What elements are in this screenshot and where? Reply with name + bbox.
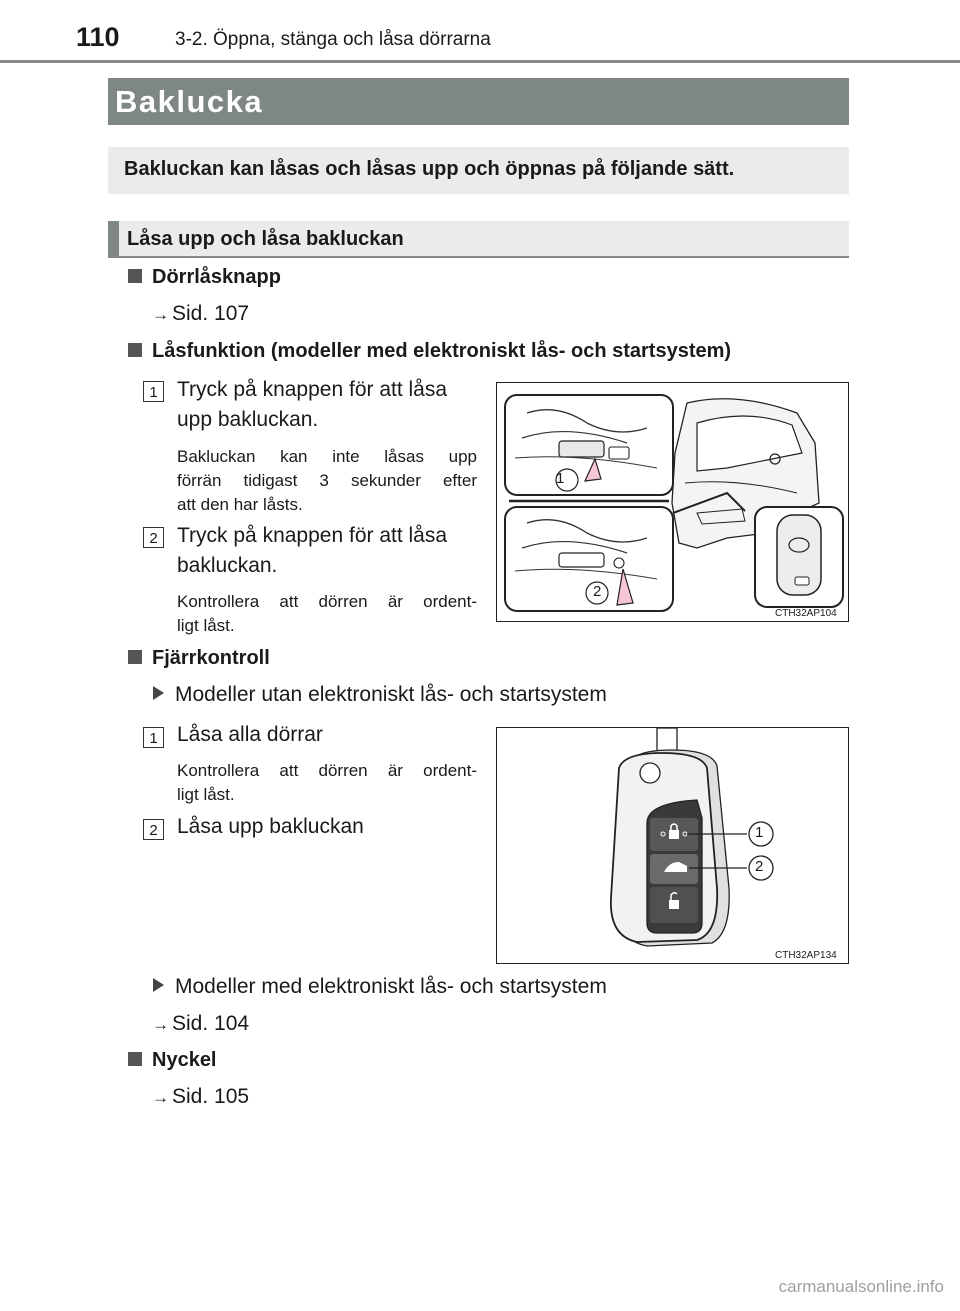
step-1-note	[177, 445, 477, 517]
step-2-note	[177, 590, 477, 638]
square-bullet-icon	[128, 1052, 142, 1066]
arrow-right-icon: →	[152, 1015, 169, 1034]
callout-1: 1	[556, 470, 565, 487]
step-line: upp bakluckan.	[177, 408, 319, 431]
note-line: att den har låsts.	[177, 495, 303, 514]
remote-step-1-text: Låsa alla dörrar	[177, 723, 323, 746]
callout-1: 1	[755, 824, 764, 841]
triangle-bullet-icon	[153, 686, 164, 700]
note-line: förrän tidigast 3 sekunder efter	[177, 471, 477, 490]
step-number-1: 1	[143, 381, 164, 402]
heading-key	[128, 1049, 217, 1072]
heading-text: Nyckel	[152, 1049, 217, 1071]
figure-code: CTH32AP104	[775, 608, 837, 619]
callout-2: 2	[755, 858, 764, 875]
subsection-title: Låsa upp och låsa bakluckan	[127, 228, 404, 250]
arrow-right-icon: →	[152, 1088, 169, 1107]
arrow-right-icon: →	[152, 305, 169, 324]
models-without-system	[153, 683, 607, 707]
heading-text: Låsfunktion (modeller med elektroniskt lås- och startsystem)	[152, 340, 732, 362]
square-bullet-icon	[128, 343, 142, 357]
subsection-accent	[108, 221, 119, 258]
remote-step-2-text: Låsa upp bakluckan	[177, 815, 364, 838]
note-line: Kontrollera att dörren är ordent-	[177, 592, 477, 611]
remote-key-illustration	[497, 728, 848, 963]
models-with-system	[153, 975, 607, 999]
square-bullet-icon	[128, 650, 142, 664]
page-number: 110	[76, 22, 120, 52]
header-divider	[0, 60, 960, 63]
heading-text: Dörrlåsknapp	[152, 266, 281, 288]
step-1-text	[177, 375, 447, 435]
remote-step-number-2: 2	[143, 819, 164, 840]
model-text: Modeller utan elektroniskt lås- och startsystem	[175, 683, 607, 706]
heading-door-lock-button	[128, 266, 281, 289]
square-bullet-icon	[128, 269, 142, 283]
note-line: ligt låst.	[177, 616, 235, 635]
step-line: Tryck på knappen för att låsa	[177, 378, 448, 401]
remote-step-1-note	[177, 759, 477, 807]
intro-text: Bakluckan kan låsas och låsas upp och öppnas på följande sätt.	[124, 158, 735, 180]
page-ref-105[interactable]	[152, 1085, 249, 1109]
step-line: bakluckan.	[177, 554, 278, 577]
step-line: Tryck på knappen för att låsa	[177, 524, 448, 547]
callout-2: 2	[593, 583, 602, 600]
chapter-header: 3-2. Öppna, stänga och låsa dörrarna	[175, 29, 491, 50]
triangle-bullet-icon	[153, 978, 164, 992]
ref-text: Sid. 105	[172, 1085, 250, 1108]
ref-text: Sid. 107	[172, 302, 250, 325]
tailgate-illustration	[497, 383, 848, 621]
heading-remote	[128, 647, 270, 670]
note-line: ligt låst.	[177, 785, 235, 804]
page-title: Baklucka	[115, 84, 264, 119]
heading-text: Fjärrkontroll	[152, 647, 270, 669]
note-line: Bakluckan kan inte låsas upp	[177, 447, 477, 466]
figure-code: CTH32AP134	[775, 950, 837, 961]
step-2-text	[177, 521, 447, 581]
figure-remote-key	[496, 727, 849, 964]
note-line: Kontrollera att dörren är ordent-	[177, 761, 477, 780]
remote-step-number-1: 1	[143, 727, 164, 748]
step-number-2: 2	[143, 527, 164, 548]
page-ref-104[interactable]	[152, 1012, 249, 1036]
heading-lock-function	[128, 340, 731, 363]
page-ref-107[interactable]	[152, 302, 249, 326]
model-text: Modeller med elektroniskt lås- och startsystem	[175, 975, 607, 998]
watermark: carmanualsonline.info	[778, 1277, 944, 1296]
figure-tailgate-button	[496, 382, 849, 622]
ref-text: Sid. 104	[172, 1012, 250, 1035]
